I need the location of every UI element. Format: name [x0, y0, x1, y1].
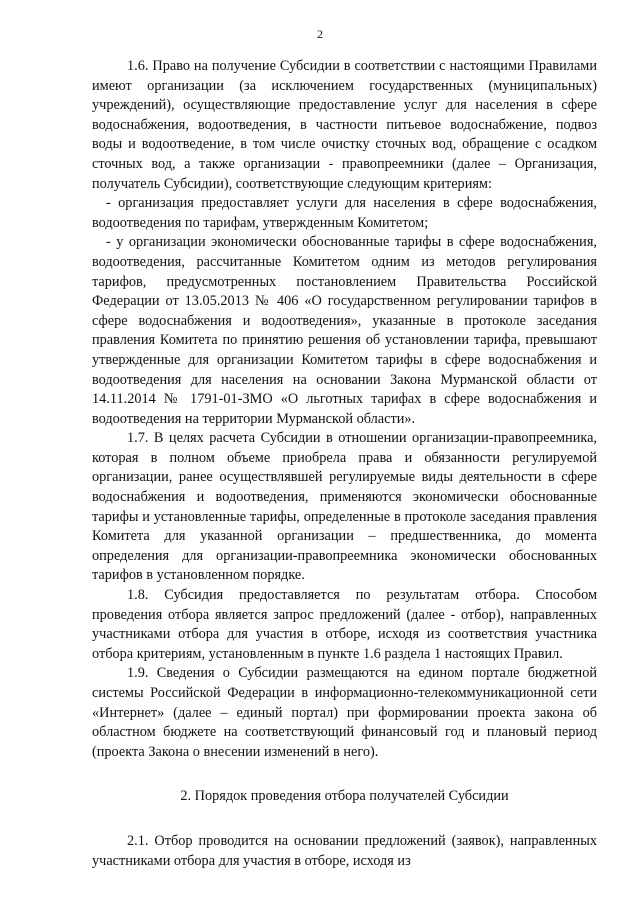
paragraph-1-9: 1.9. Сведения о Субсидии размещаются на едином портале бюджетной системы Российской Федерации в информационно-телекоммуникационной сети «Интернет» (далее – единый портал) при формировании проекта закона об областном бюджете на соответствующий финансовый год и плановый период (проекта Закона о внесении изменений в него).: [92, 665, 597, 760]
paragraph-2-1: 2.1. Отбор проводится на основании предложений (заявок), направленных участниками отбора для участия в отборе, исходя из: [92, 832, 597, 869]
page-number: 2: [317, 27, 323, 41]
section-2-heading: 2. Порядок проведения отбора получателей Субсидии: [180, 788, 509, 805]
paragraph-1-8: 1.8. Субсидия предоставляется по результатам отбора. Способом проведения отбора является запрос предложений (далее - отбор), направленных участниками отбора для участия в отборе, исходя из соответствия участника отбора критериям, установленным в пункте 1.6 раздела 1 настоящих Правил.: [92, 587, 597, 662]
criteria-item-1: - организация предоставляет услуги для населения в сфере водоснабжения, водоотведения по тарифам, утвержденным Комитетом;: [92, 195, 597, 231]
document-body: [92, 57, 597, 871]
paragraph-1-6: 1.6. Право на получение Субсидии в соответствии с настоящими Правилами имеют организации (за исключением государственных (муниципальных) учреждений), осуществляющие предоставление услуг для населения в сфере водоснабжения, водоотведения, в частности питьевое водоснабжение, подвоз воды и водоотведение, в том числе очистку сточных вод, обращение с осадком сточных вод, а также организации - правопреемники (далее – Организация, получатель Субсидии), соответствующие следующим критериям:: [92, 58, 597, 192]
criteria-item-2: - у организации экономически обоснованные тарифы в сфере водоснабжения, водоотведения, рассчитанные Комитетом одним из методов регулирования тарифов, предусмотренных постановлением Правительства Российской Федерации от 13.05.2013 № 406 «О государственном регулировании тарифов в сфере водоснабжения и водоотведения», указанные в протоколе заседания правления Комитета по принятию решения об установлении тарифа, превышают утвержденные для организации Комитетом тарифы в сфере водоснабжения и водоотведения для населения на основании Закона Мурманской области от 14.11.2014 № 1791-01-ЗМО «О льготных тарифах в сфере водоснабжения и водоотведения на территории Мурманской области».: [92, 234, 597, 427]
paragraph-1-7: 1.7. В целях расчета Субсидии в отношении организации-правопреемника, которая в полном объеме приобрела права и обязанности регулируемой организации, ранее осуществлявшей регулируемые виды деятельности в сфере водоснабжения и водоотведения, применяются экономически обоснованные тарифы и установленные тарифы, определенные в протоколе заседания правления Комитета для указанной организации – предшественника, до момента определения для организации-правопреемника экономически обоснованных тарифов в установленном порядке.: [92, 430, 597, 584]
